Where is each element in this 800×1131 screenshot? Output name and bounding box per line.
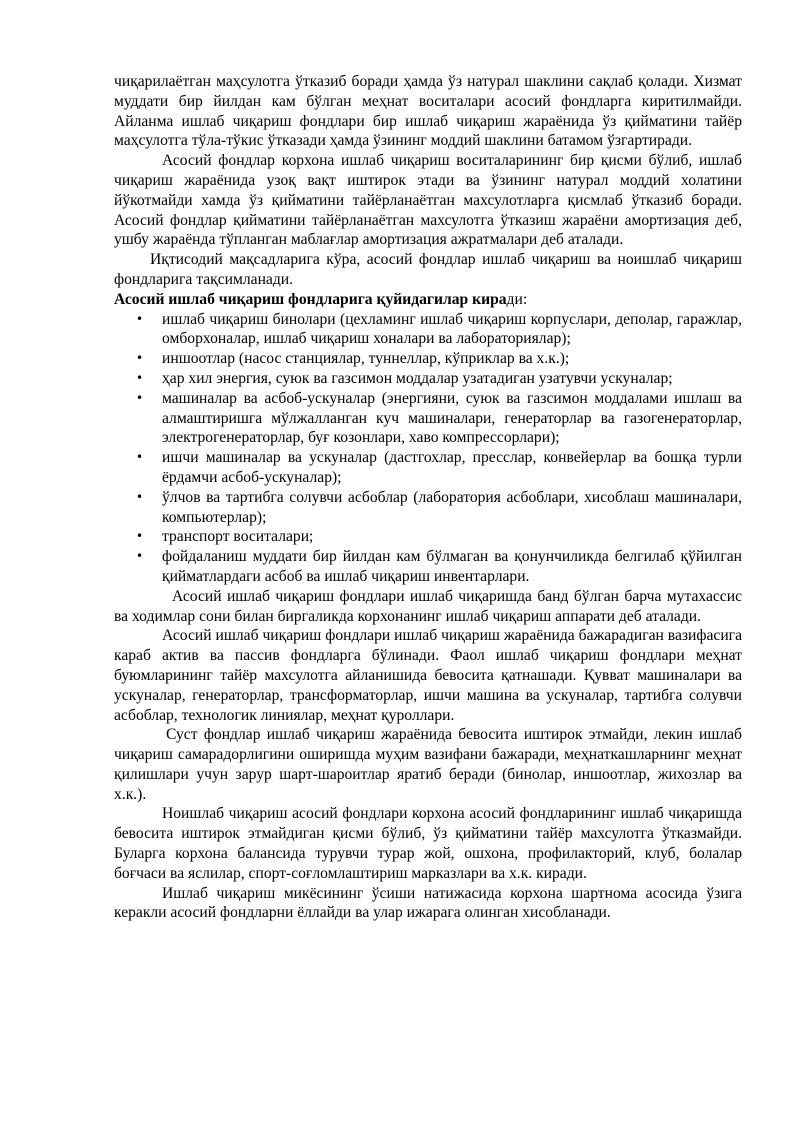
bullet-icon: • bbox=[136, 351, 144, 366]
paragraph-4: Асосий ишлаб чиқариш фондлари ишлаб чиқаришда банд бўлган барча мутахассис ва ходимлар сони билан биргаликда корхонанинг ишлаб чиқариш аппарати деб аталади. bbox=[114, 587, 742, 625]
paragraph-7: Ноишлаб чиқариш асосий фондлари корхона асосий фондларининг ишлаб чиқаришда бевосита иштирок этмайдиган қисми бўлиб, ўз қийматини тайёр махсулотга ўтказмайди. Буларга корхона балансида турувчи турар жой, ошхона, профилакторий, клуб, болалар боғчаси ва яслилар, спорт-соғломлаштириш марказлари ва х.к. киради. bbox=[114, 805, 742, 882]
paragraph-3: Иқтисодий мақсадларига кўра, асосий фондлар ишлаб чиқариш ва ноишлаб чиқариш фондларига тақсимланади. bbox=[114, 251, 742, 288]
list-item-text: транспорт воситалари; bbox=[162, 528, 314, 546]
list-item bbox=[114, 389, 742, 448]
bullet-icon: • bbox=[136, 370, 144, 385]
section-heading bbox=[114, 290, 742, 310]
list-item-text: фойдаланиш муддати бир йилдан кам бўлмаган ва қонунчиликда белгилаб қўйилган қийматлардаги асбоб ва ишлаб чиқариш инвентарлари. bbox=[162, 548, 742, 585]
bullet-icon: • bbox=[136, 311, 144, 326]
paragraph-1: чиқарилаётган маҳсулотга ўтказиб боради ҳамда ўз натурал шаклини сақлаб қолади. Хизмат муддати бир йилдан кам бўлган меҳнат воситалари асосий фондларга киритилмайди. Айланма ишлаб чиқариш фондлари бир ишлаб чиқариш жараёнида ўз қийматини тайёр маҳсулотга тўла-тўкис ўтказади ҳамда ўзининг моддий шаклини батамом ўзгартиради. bbox=[114, 73, 742, 150]
asset-list bbox=[114, 310, 742, 587]
list-item-text: ўлчов ва тартибга солувчи асбоблар (лаборатория асбоблари, хисоблаш машиналари, компьютерлар); bbox=[162, 488, 742, 526]
list-item bbox=[114, 527, 742, 547]
section-heading-bold: Асосий ишлаб чиқариш фондларига қуйидагилар кира bbox=[114, 290, 507, 308]
list-item-text: иншоотлар (насос станциялар, туннеллар, кўприклар ва х.к.); bbox=[162, 350, 570, 368]
paragraph-8: Ишлаб чиқариш микёсининг ўсиши натижасида корхона шартнома асосида ўзига керакли асосий фондларни ёллайди ва улар ижарага олинган хисобланади. bbox=[114, 884, 742, 922]
paragraph-2: Асосий фондлар корхона ишлаб чиқариш воситаларининг бир қисми бўлиб, ишлаб чиқариш жараёнида узоқ вақт иштирок этади ва ўзининг натурал моддий холатини йўкотмайди хамда ўз қийматини тайёрланаётган махсулотларга қисмлаб ўтказиб боради. Асосий фондлар қийматини тайёрланаётган махсулотга ўтказиш жараёни амортизация деб, ушбу жараёнда тўпланган маблағлар амортизация ажратмалари деб аталади. bbox=[114, 152, 742, 249]
list-item bbox=[114, 349, 742, 369]
paragraph-5: Асосий ишлаб чиқариш фондлари ишлаб чиқариш жараёнида бажарадиган вазифасига караб актив ва пассив фондларга бўлинади. Фаол ишлаб чиқариш фондлари меҳнат буюмларининг тайёр махсулотга айланишида бевосита қатнашади. Қувват машиналари ва ускуналар, генераторлар, трансформаторлар, ишчи машина ва ускуналар, тартибга солувчи асбоблар, технологик линиялар, меҳнат қуроллари. bbox=[114, 627, 742, 724]
bullet-icon: • bbox=[136, 390, 144, 405]
list-item bbox=[114, 310, 742, 350]
section-heading-tail: ди: bbox=[506, 290, 528, 308]
list-item bbox=[114, 547, 742, 587]
bullet-icon: • bbox=[136, 450, 144, 465]
bullet-icon: • bbox=[136, 549, 144, 564]
list-item bbox=[114, 488, 742, 528]
document-page bbox=[114, 72, 742, 923]
bullet-icon: • bbox=[136, 529, 144, 544]
bullet-icon: • bbox=[136, 489, 144, 504]
list-item-text: ишчи машиналар ва ускуналар (дастгохлар, пресслар, конвейерлар ва бошқа турли ёрдамчи асбоб-ускуналар); bbox=[162, 449, 742, 486]
list-item bbox=[114, 369, 742, 389]
list-item bbox=[114, 448, 742, 488]
list-item-text: машиналар ва асбоб-ускуналар (энергияни, суюк ва газсимон моддалами ишлаш ва алмаштиришга мўлжалланган куч машиналари, генераторлар ва газогенераторлар, электрогенераторлар, буғ козонлари, хаво компрессорлари); bbox=[162, 389, 742, 447]
paragraph-6: Суст фондлар ишлаб чиқариш жараёнида бевосита иштирок этмайди, лекин ишлаб чиқариш самарадорлигини оширишда муҳим вазифани бажаради, меҳнаткашларнинг меҳнат қилишлари учун зарур шарт-шароитлар яратиб беради (бинолар, иншоотлар, жихозлар ва х.к.). bbox=[114, 726, 742, 803]
list-item-text: ишлаб чиқариш бинолари (цехламинг ишлаб чиқариш корпуслари, деполар, гаражлар, омборхоналар, ишлаб чиқариш хоналари ва лабораториялар); bbox=[162, 310, 742, 348]
list-item-text: ҳар хил энергия, суюк ва газсимон моддалар узатадиган узатувчи ускуналар; bbox=[162, 369, 673, 387]
